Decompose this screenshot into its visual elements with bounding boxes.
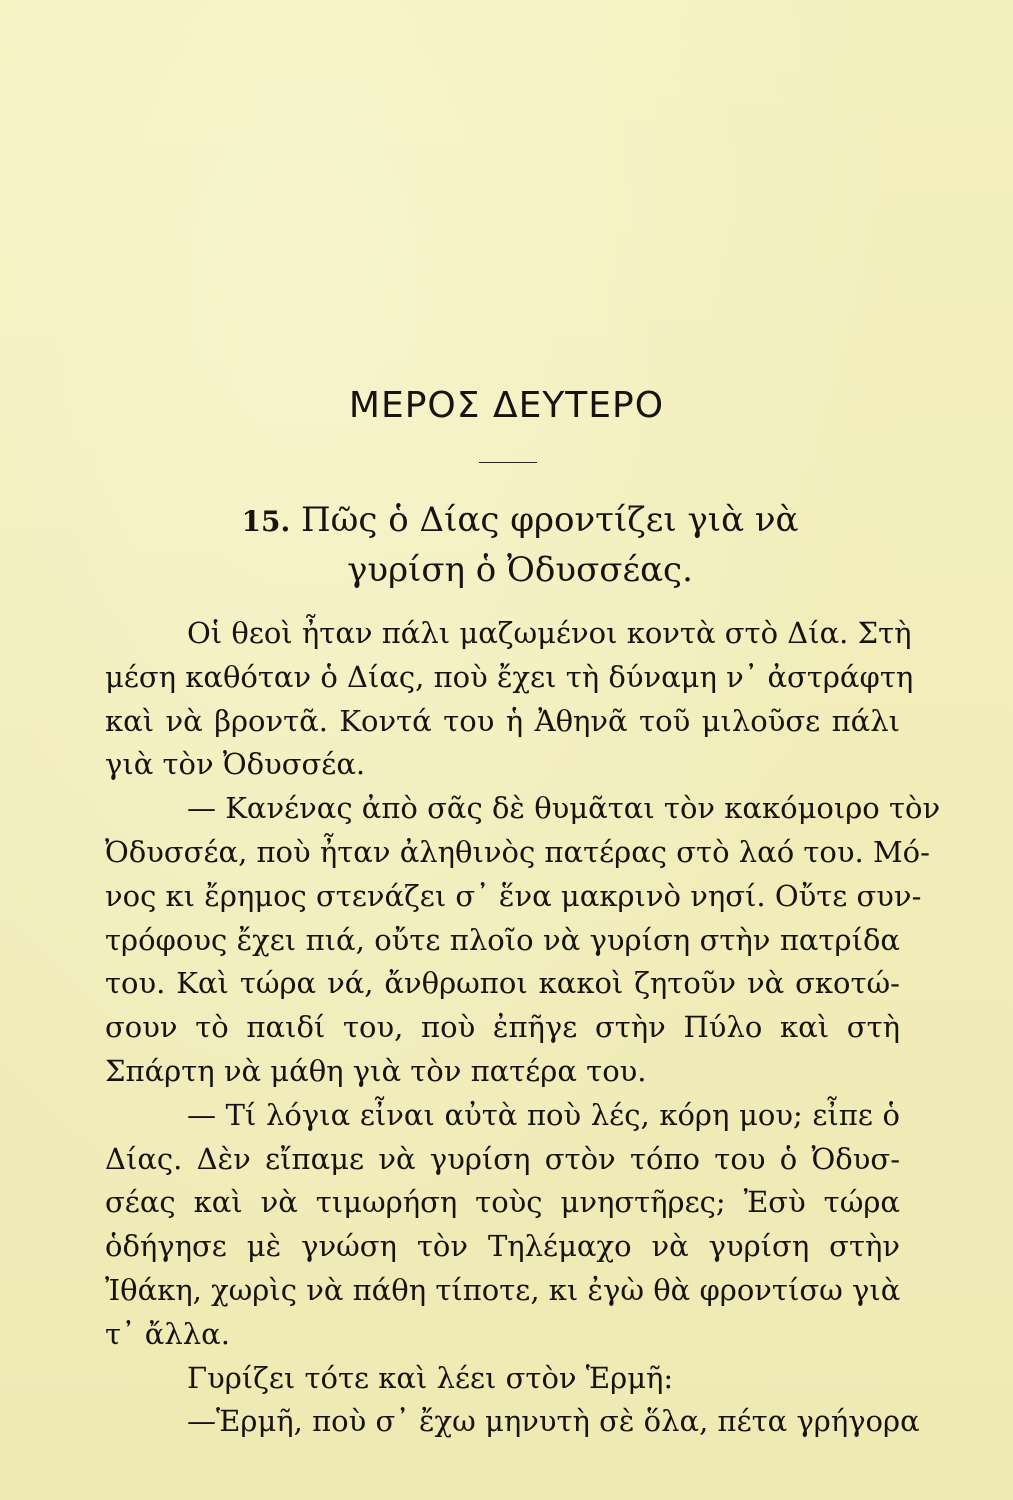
text-line: Σπάρτη νὰ μάθη γιὰ τὸν πατέρα του.: [105, 1053, 647, 1088]
paragraph: [105, 787, 941, 1094]
text-line: σουν τὸ παιδί του, ποὺ ἐπῆγε στὴν Πύλο καὶ στὴ: [105, 1010, 900, 1045]
text-line: — Τί λόγια εἶναι αὐτὰ ποὺ λές, κόρη μου; εἶπε ὁ: [187, 1097, 900, 1132]
paragraph: [105, 1357, 900, 1401]
text-line: Ἰθάκη, χωρὶς νὰ πάθη τίποτε, κι ἐγὼ θὰ φροντίσω γιὰ: [105, 1272, 901, 1307]
text-line: του. Καὶ τώρα νά, ἄνθρωποι κακοὶ ζητοῦν νὰ σκοτώ-: [105, 966, 900, 1001]
chapter-title-line-2: γυρίση ὁ Ὀδυσσέας.: [347, 550, 693, 590]
body-text: [105, 612, 941, 1444]
chapter-title-line-1: Πῶς ὁ Δίας φροντίζει γιὰ νὰ: [301, 500, 799, 540]
text-line: —Ἑρμῆ, ποὺ σ᾽ ἔχω μηνυτὴ σὲ ὅλα, πέτα γρήγορα: [187, 1404, 920, 1439]
text-line: σέας καὶ νὰ τιμωρήση τοὺς μνηστῆρες; Ἐσὺ τώρα: [105, 1185, 900, 1220]
text-line: Γυρίζει τότε καὶ λέει στὸν Ἑρμῆ:: [187, 1360, 674, 1395]
chapter-number: 15.: [241, 505, 291, 538]
paragraph: [105, 612, 914, 787]
text-line: μέση καθόταν ὁ Δίας, ποὺ ἔχει τὴ δύναμη ν᾽ ἀστράφτη: [105, 659, 914, 694]
text-line: καὶ νὰ βροντᾶ. Κοντά του ἡ Ἀθηνᾶ τοῦ μιλοῦσε πάλι: [105, 703, 900, 738]
text-line: τρόφους ἔχει πιά, οὔτε πλοῖο νὰ γυρίση στὴν πατρίδα: [105, 922, 900, 957]
text-line: Δίας. Δὲν εἴπαμε νὰ γυρίση στὸν τόπο του ὁ Ὀδυσ-: [105, 1141, 900, 1176]
text-line: Οἱ θεοὶ ἦταν πάλι μαζωμένοι κοντὰ στὸ Δία. Στὴ: [187, 616, 912, 650]
paragraph: [105, 1094, 900, 1357]
text-line: — Κανένας ἀπὸ σᾶς δὲ θυμᾶται τὸν κακόμοιρο τὸν: [187, 791, 941, 826]
text-line: γιὰ τὸν Ὀδυσσέα.: [105, 747, 366, 782]
chapter-heading: [170, 496, 870, 594]
text-line: νος κι ἔρημος στενάζει σ᾽ ἕνα μακρινὸ νησί. Οὔτε συν-: [105, 878, 922, 913]
text-line: τ᾽ ἄλλα.: [105, 1316, 230, 1351]
text-line: Ὀδυσσέα, ποὺ ἦταν ἀληθινὸς πατέρας στὸ λαό του. Μό-: [105, 834, 930, 869]
text-line: ὁδήγησε μὲ γνώση τὸν Τηλέμαχο νὰ γυρίση στὴν: [105, 1229, 900, 1264]
part-title: ΜΕΡΟΣ ΔΕΥΤΕΡΟ: [348, 385, 665, 426]
section-divider: [479, 462, 537, 463]
paragraph: [105, 1400, 920, 1444]
